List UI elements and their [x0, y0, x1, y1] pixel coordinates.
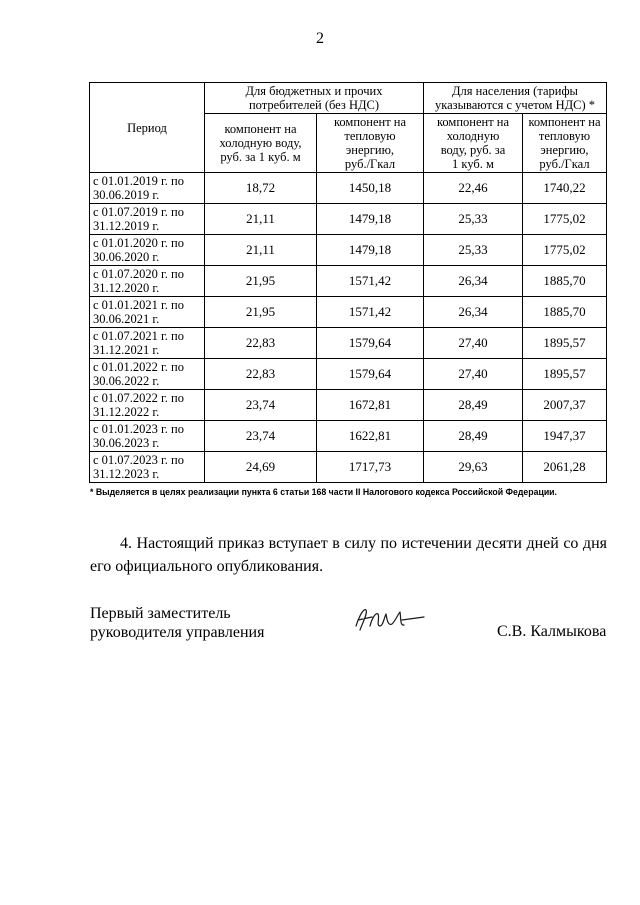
- cold-water-budget-value: 23,74: [205, 390, 317, 421]
- table-row: [90, 204, 607, 235]
- cold-water-population-value: 27,40: [424, 328, 523, 359]
- heat-budget-value: 1672,81: [317, 390, 424, 421]
- cold-water-population-value: 22,46: [424, 173, 523, 204]
- cold-water-budget-value: 21,95: [205, 266, 317, 297]
- cold-water-budget-header: компонент на холодную воду, руб. за 1 куб. м: [205, 114, 317, 173]
- cold-water-budget-value: 24,69: [205, 452, 317, 483]
- order-effective-paragraph: 4. Настоящий приказ вступает в силу по истечении десяти дней со дня его официального опубликования.: [90, 535, 607, 575]
- cold-water-population-value: 27,40: [424, 359, 523, 390]
- budget-consumers-header: [205, 83, 424, 114]
- heat-budget-value: 1717,73: [317, 452, 424, 483]
- cold-water-population-value: 26,34: [424, 297, 523, 328]
- heat-budget-value: 1571,42: [317, 297, 424, 328]
- signer-title-line: Первый заместитель: [90, 605, 231, 622]
- signer-name: С.В. Калмыкова: [497, 623, 607, 640]
- cold-water-population-value: 28,49: [424, 390, 523, 421]
- heat-population-value: 1775,02: [523, 235, 607, 266]
- table-row: [90, 235, 607, 266]
- heat-population-value: 1895,57: [523, 359, 607, 390]
- table-row: [90, 452, 607, 483]
- period-cell: с 01.07.2021 г. по 31.12.2021 г.: [90, 328, 205, 359]
- cold-water-population-value: 29,63: [424, 452, 523, 483]
- table-row: [90, 297, 607, 328]
- table-row: [90, 173, 607, 204]
- heat-budget-value: 1479,18: [317, 204, 424, 235]
- heat-budget-value: 1450,18: [317, 173, 424, 204]
- cold-water-population-header: компонент на холодную воду, руб. за 1 куб. м: [424, 114, 523, 173]
- table-row: [90, 359, 607, 390]
- cold-water-budget-value: 21,11: [205, 204, 317, 235]
- cold-water-budget-value: 22,83: [205, 359, 317, 390]
- period-cell: с 01.01.2022 г. по 30.06.2022 г.: [90, 359, 205, 390]
- period-cell: с 01.07.2020 г. по 31.12.2020 г.: [90, 266, 205, 297]
- heat-population-value: 1885,70: [523, 297, 607, 328]
- heat-budget-value: 1622,81: [317, 421, 424, 452]
- heat-budget-header: компонент на тепловую энергию, руб./Гкал: [317, 114, 424, 173]
- handwritten-signature: [350, 604, 430, 634]
- period-cell: с 01.07.2022 г. по 31.12.2022 г.: [90, 390, 205, 421]
- table-row: [90, 328, 607, 359]
- cold-water-budget-value: 22,83: [205, 328, 317, 359]
- table-header-row: [90, 83, 607, 114]
- cold-water-budget-value: 21,11: [205, 235, 317, 266]
- heat-budget-value: 1571,42: [317, 266, 424, 297]
- heat-budget-value: 1479,18: [317, 235, 424, 266]
- table-row: [90, 421, 607, 452]
- cold-water-population-value: 26,34: [424, 266, 523, 297]
- page-number: 2: [316, 30, 324, 47]
- table-row: [90, 390, 607, 421]
- period-cell: с 01.07.2019 г. по 31.12.2019 г.: [90, 204, 205, 235]
- budget-header-line: Для бюджетных и прочих: [245, 84, 383, 98]
- cold-water-population-value: 28,49: [424, 421, 523, 452]
- heat-population-value: 1895,57: [523, 328, 607, 359]
- heat-budget-value: 1579,64: [317, 359, 424, 390]
- population-header-line: указываются с учетом НДС) *: [434, 98, 596, 112]
- period-cell: с 01.01.2023 г. по 30.06.2023 г.: [90, 421, 205, 452]
- heat-population-value: 2061,28: [523, 452, 607, 483]
- signer-title: [90, 604, 264, 642]
- period-header: Период: [90, 83, 205, 173]
- budget-header-line: потребителей (без НДС): [248, 98, 379, 112]
- cold-water-budget-value: 21,95: [205, 297, 317, 328]
- cold-water-budget-value: 23,74: [205, 421, 317, 452]
- heat-population-value: 1775,02: [523, 204, 607, 235]
- heat-population-value: 1885,70: [523, 266, 607, 297]
- cold-water-budget-value: 18,72: [205, 173, 317, 204]
- cold-water-population-value: 25,33: [424, 204, 523, 235]
- period-cell: с 01.01.2020 г. по 30.06.2020 г.: [90, 235, 205, 266]
- footnote: * Выделяется в целях реализации пункта 6 статьи 168 части II Налогового кодекса Российской Федерации.: [90, 487, 558, 498]
- period-cell: с 01.01.2019 г. по 30.06.2019 г.: [90, 173, 205, 204]
- heat-population-value: 2007,37: [523, 390, 607, 421]
- signer-title-line: руководителя управления: [90, 624, 265, 641]
- heat-population-value: 1740,22: [523, 173, 607, 204]
- heat-population-value: 1947,37: [523, 421, 607, 452]
- period-cell: с 01.07.2023 г. по 31.12.2023 г.: [90, 452, 205, 483]
- population-header-line: Для населения (тарифы: [452, 84, 578, 98]
- cold-water-population-value: 25,33: [424, 235, 523, 266]
- tariff-table: [89, 82, 607, 483]
- period-cell: с 01.01.2021 г. по 30.06.2021 г.: [90, 297, 205, 328]
- population-header: [424, 83, 607, 114]
- heat-population-header: компонент на тепловую энергию, руб./Гкал: [523, 114, 607, 173]
- table-row: [90, 266, 607, 297]
- heat-budget-value: 1579,64: [317, 328, 424, 359]
